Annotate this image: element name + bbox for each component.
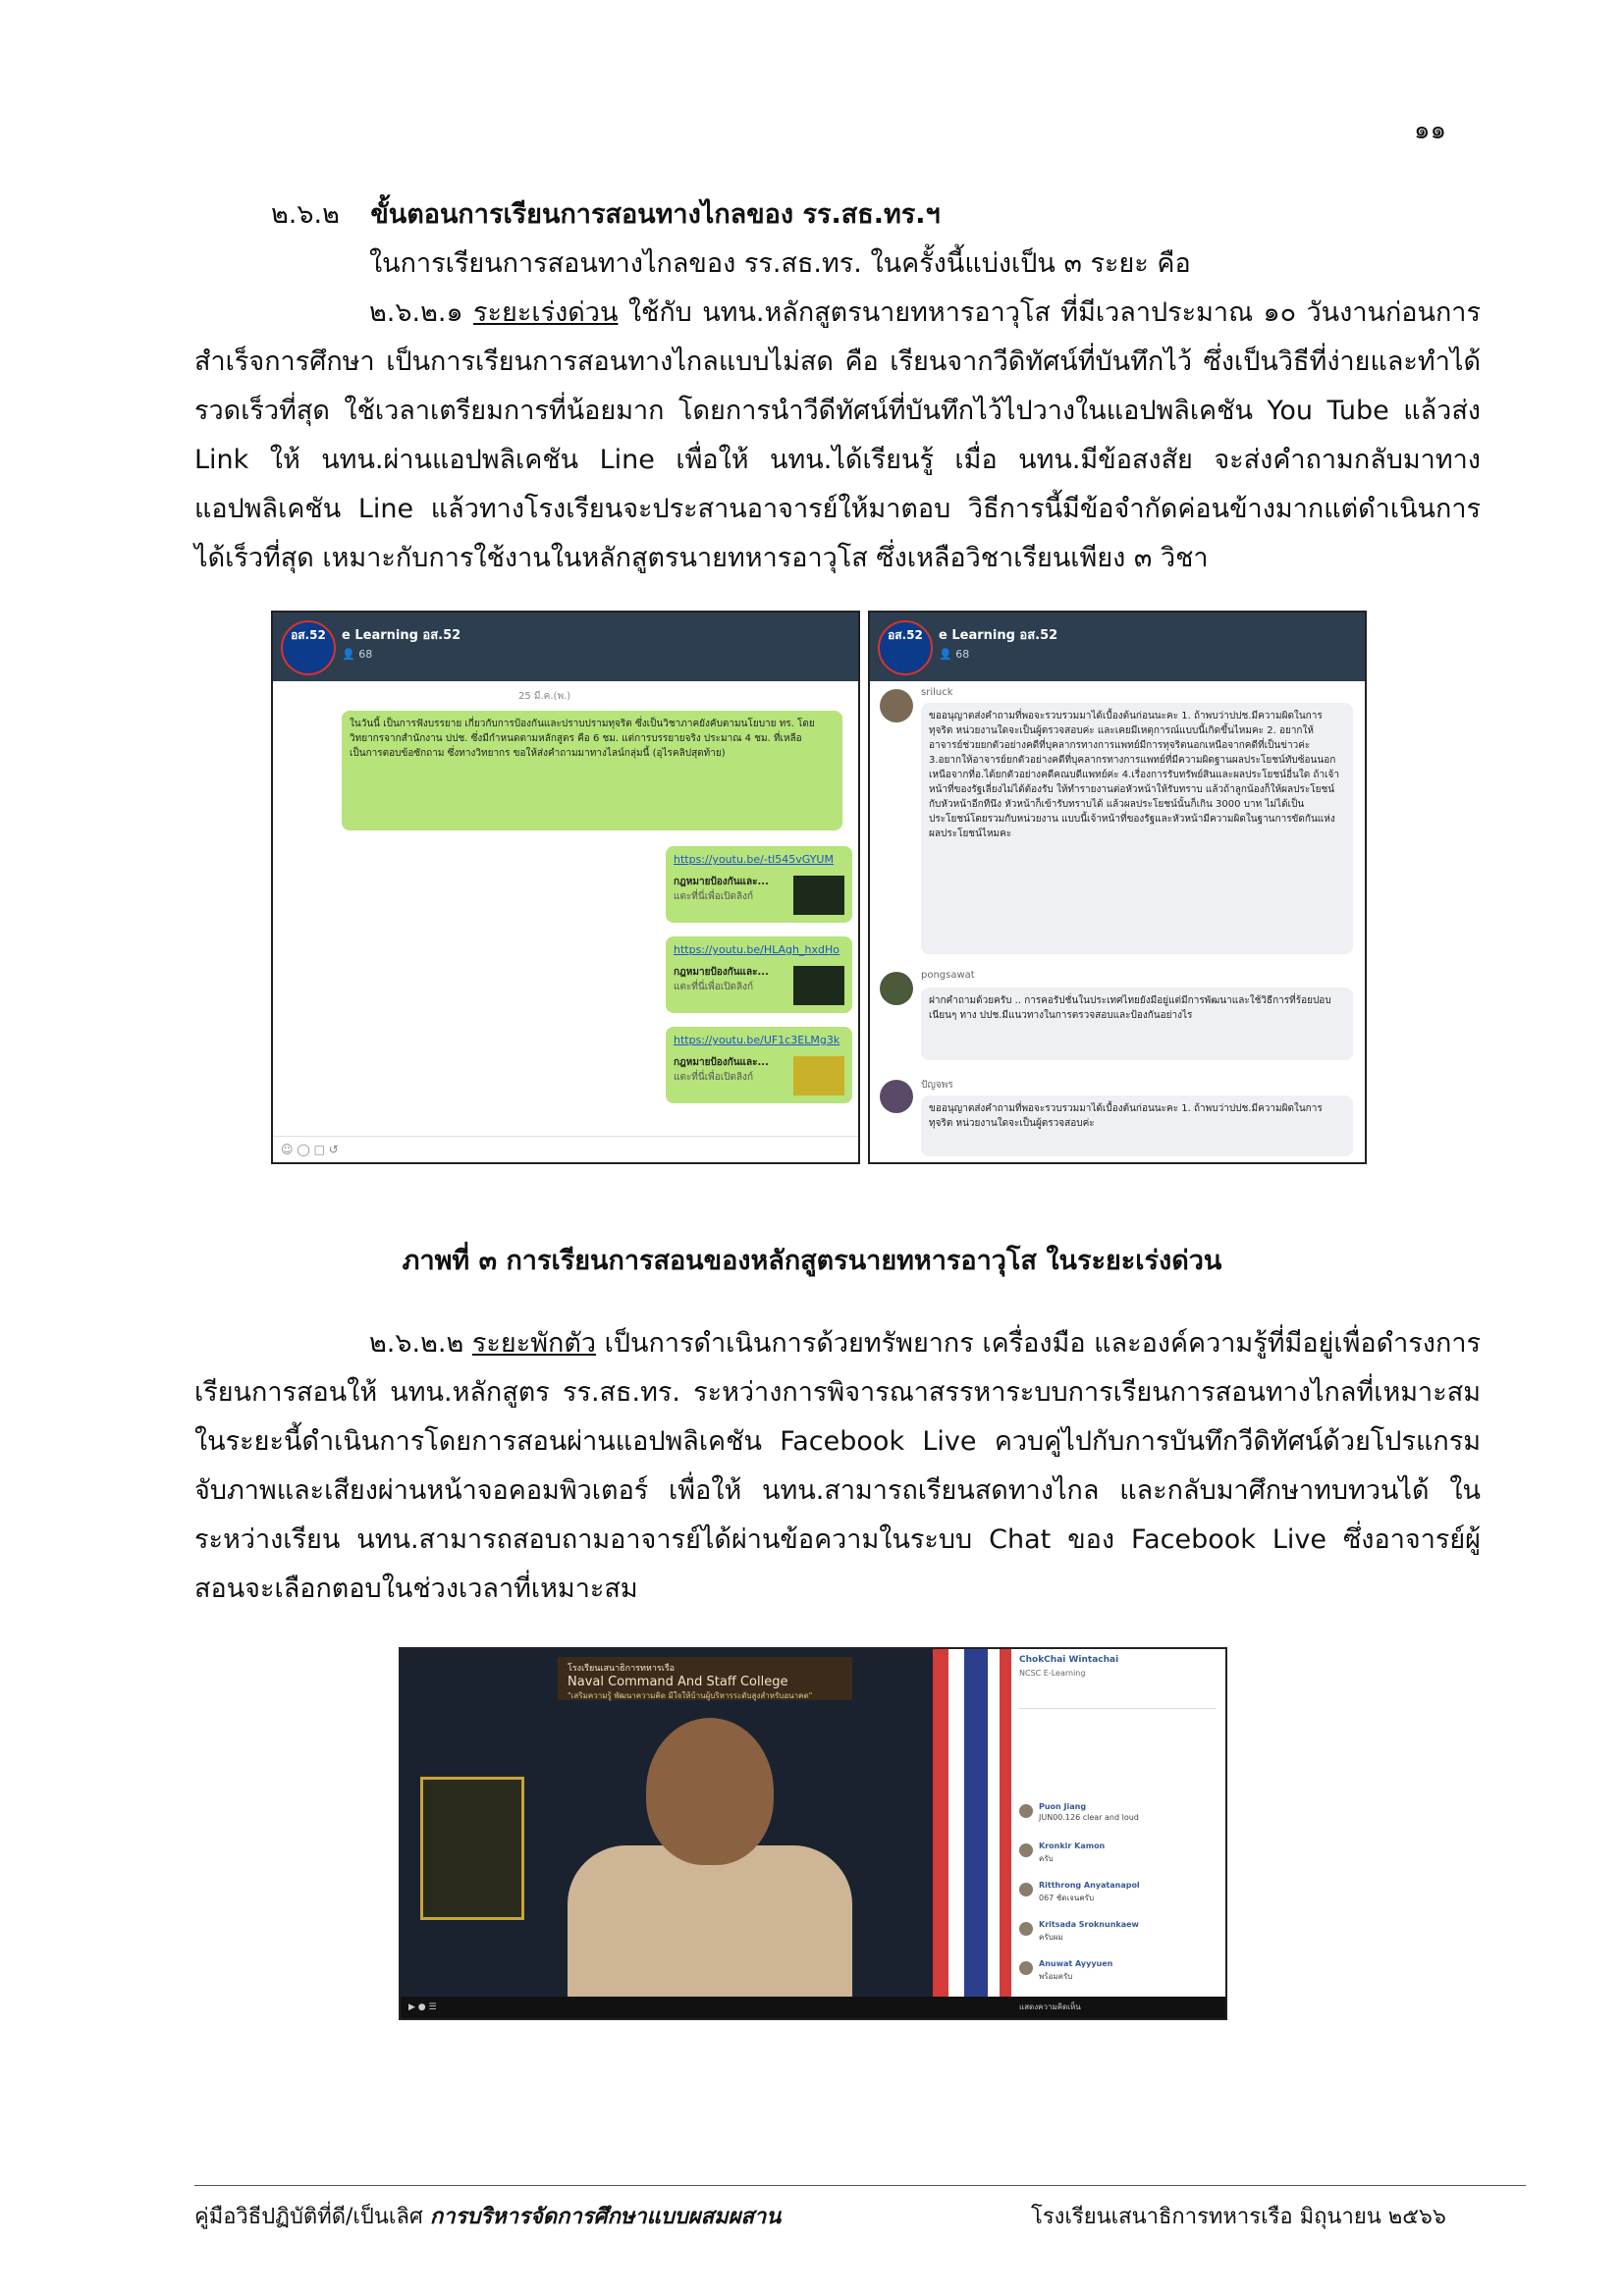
video-thumbnail	[793, 966, 844, 1005]
chat-username: pongsawat	[921, 970, 975, 981]
footer-right: โรงเรียนเสนาธิการทหารเรือ มิถุนายน ๒๕๖๖	[1031, 2205, 1446, 2229]
youtube-link[interactable]: https://youtu.be/HLAgh_hxdHo	[674, 943, 839, 956]
group-title: e Learning อส.52	[342, 628, 461, 643]
chat-date: 25 มี.ค.(พ.)	[518, 691, 571, 702]
video-thumbnail	[793, 876, 844, 915]
youtube-link[interactable]: https://youtu.be/-tl545vGYUM	[674, 853, 834, 866]
college-banner: โรงเรียนเสนาธิการทหารเรือ Naval Command And Staff College "เสริมความรู้ พัฒนาความคิด มีใจให้บ้านผู้บริหารระดับสูงสำหรับอนาคต"	[558, 1657, 852, 1700]
page-number: ๑๑	[1414, 116, 1447, 145]
youtube-link[interactable]: https://youtu.be/UF1c3ELMg3k	[674, 1034, 840, 1046]
phase2-text: เป็นการดำเนินการด้วยทรัพยากร เครื่องมือ และองค์ความรู้ที่มีอยู่เพื่อดำรงการเรียนการสอนให้ นทน.หลักสูตร รร.สธ.ทร. ระหว่างการพิจารณาสรรหาระบบการเรียนการสอนทางไกลที่เหมาะสม ในระยะนี้ดำเนินการโดยการสอนผ่านแอปพลิเคชัน Facebook Live ควบคู่ไปกับการบันทึกวีดิทัศน์ด้วยโปรแกรมจับภาพและเสียงผ่านหน้าจอคอมพิวเตอร์ เพื่อให้ นทน.สามารถเรียนสดทางไกล และกลับมาศึกษาทบทวนได้ ในระหว่างเรียน นทน.สามารถสอบถามอาจารย์ได้ผ่านข้อความในระบบ Chat ของ Facebook Live ซึ่งอาจารย์ผู้สอนจะเลือกตอบในช่วงเวลาที่เหมาะสม	[194, 1328, 1481, 1604]
line-chat-screenshot-left	[271, 611, 860, 1164]
avatar	[880, 1080, 913, 1113]
question-bubble: ขออนุญาตส่งคำถามที่พอจะรวบรวมมาได้เบื้องต้นก่อนนะคะ 1. ถ้าพบว่าปปช.มีความผิดในการทุจริต หน่วยงานใดจะเป็นผู้ตรวจสอบค่ะ	[921, 1095, 1353, 1156]
figure-caption: ภาพที่ ๓ การเรียนการสอนของหลักสูตรนายทหารอาวุโส ในระยะเร่งด่วน	[402, 1246, 1222, 1276]
video-thumbnail	[793, 1056, 844, 1095]
thai-flag	[933, 1649, 1011, 1997]
phase1-number: ๒.๖.๒.๑	[369, 297, 463, 328]
question-bubble: ฝากคำถามด้วยครับ .. การคอรัปชั่นในประเทศไทยยังมีอยู่แต่มีการพัฒนาและใช้วิธีการที่ร้อยปอบ เนียนๆ ทาง ปปช.มีแนวทางในการตรวจสอบและป้องกันอย่างไร	[921, 988, 1353, 1060]
phase1-name: ระยะเร่งด่วน	[473, 297, 619, 328]
chat-toolbar[interactable]: ☺ ◯ □ ↺	[273, 1136, 858, 1162]
facebook-comments-panel	[1011, 1649, 1225, 2018]
live-comment: Ritthrong Anyatanapol 067 ชัดเจนครับ	[1019, 1881, 1216, 1916]
youtube-link-bubble[interactable]: https://youtu.be/HLAgh_hxdHo กฎหมายป้องกันและ... แตะที่นี่เพื่อเปิดลิงก์	[666, 936, 852, 1013]
member-count: 👤 68	[342, 648, 373, 661]
section-heading	[271, 192, 941, 235]
video-controls[interactable]: ▶ ● ☰	[401, 1997, 1011, 2018]
group-logo: อส.52	[281, 620, 336, 675]
navy-emblem-icon	[420, 1777, 524, 1920]
chat-header	[870, 613, 1365, 681]
live-comment: Puon Jiang JUN00.126 clear and loud	[1019, 1802, 1216, 1838]
phase1-text: ใช้กับ นทน.หลักสูตรนายทหารอาวุโส ที่มีเวลาประมาณ ๑๐ วันงานก่อนการสำเร็จการศึกษา เป็นการเรียนการสอนทางไกลแบบไม่สด คือ เรียนจากวีดิทัศน์ที่บันทึกไว้ ซึ่งเป็นวิธีที่ง่ายและทำได้รวดเร็วที่สุด ใช้เวลาเตรียมการที่น้อยมาก โดยการนำวีดีทัศน์ที่บันทึกไว้ไปวางในแอปพลิเคชัน You Tube แล้วส่ง Link ให้ นทน.ผ่านแอปพลิเคชัน Line เพื่อให้ นทน.ได้เรียนรู้ เมื่อ นทน.มีข้อสงสัย จะส่งคำถามกลับมาทาง แอปพลิเคชัน Line แล้วทางโรงเรียนจะประสานอาจารย์ให้มาตอบ วิธีการนี้มีข้อจำกัดค่อนข้างมากแต่ดำเนินการได้เร็วที่สุด เหมาะกับการใช้งานในหลักสูตรนายทหารอาวุโส ซึ่งเหลือวิชาเรียนเพียง ๓ วิชา	[194, 297, 1481, 573]
officer-figure	[568, 1845, 852, 1997]
footer-divider	[194, 2185, 1526, 2186]
phase2-name: ระยะพักตัว	[471, 1328, 597, 1359]
group-title: e Learning อส.52	[939, 628, 1058, 643]
section-title: ขั้นตอนการเรียนการสอนทางไกลของ รร.สธ.ทร.ฯ	[370, 199, 941, 230]
chat-username: ปัญจพร	[921, 1080, 953, 1091]
footer-left: คู่มือวิธีปฏิบัติที่ดี/เป็นเลิศ การบริหารจัดการศึกษาแบบผสมผสาน	[194, 2205, 782, 2229]
officer-head	[646, 1718, 774, 1865]
group-logo: อส.52	[878, 620, 933, 675]
section-intro: ในการเรียนการสอนทางไกลของ รร.สธ.ทร. ในครั้งนี้แบ่งเป็น ๓ ระยะ คือ	[369, 248, 1191, 279]
chat-body	[870, 681, 1365, 1162]
avatar	[880, 689, 913, 722]
question-bubble: ขออนุญาตส่งคำถามที่พอจะรวบรวมมาได้เบื้องต้นก่อนนะคะ 1. ถ้าพบว่าปปช.มีความผิดในการทุจริต หน่วยงานใดจะเป็นผู้ตรวจสอบค่ะ และเคยมีเหตุการณ์แบบนี้เกิดขึ้นไหมคะ 2. อยากให้อาจารย์ช่วยยกตัวอย่างคดีที่บุคลากรทางการแพทย์มีการทุจริตนอกเหนือจากคดีที่เป็นข่าวค่ะ 3.อยากให้อาจารย์ยกตัวอย่างคดีที่บุคลากรทางการแพทย์ที่มีความผิดฐานผลประโยชน์ทับซ้อนนอกเหนือจากที่อ.ได้ยกตัวอย่างคดีคณบดีแพทย์ค่ะ 4.เรื่องการรับทรัพย์สินและผลประโยชน์อื่นใด ถ้าเจ้าหน้าที่ของรัฐเลี่ยงไม่ได้ต้องรับ ให้ทำรายงานต่อหัวหน้าให้รับทราบ แล้วถ้าลูกน้องก็ให้ผลประโยชน์กับหัวหน้าอีกทีนึง หัวหน้าก็เข้ารับทราบได้ แล้วผลประโยชน์นั้นก็เกิน 3000 บาท ไม่ได้เป็นประโยชน์โดยรวมกับหน่วยงาน แบบนี้เจ้าหน้าที่ของรัฐและหัวหน้ามีความผิดในฐานการขัดกันแห่งผลประโยชน์ไหมคะ	[921, 703, 1353, 954]
chat-header	[273, 613, 858, 681]
live-video[interactable]	[401, 1649, 1011, 1997]
live-comment: Kronkir Kamon ครับ	[1019, 1842, 1216, 1877]
facebook-live-screenshot	[399, 1647, 1227, 2020]
member-count: 👤 68	[939, 648, 970, 661]
host-name: ChokChai Wintachai	[1019, 1655, 1119, 1665]
comment-box[interactable]: แสดงความคิดเห็น	[1011, 1997, 1225, 2018]
line-chat-screenshot-right	[868, 611, 1367, 1164]
live-comment: Kritsada Sroknunkaew ครับผม	[1019, 1920, 1216, 1955]
section-number: ๒.๖.๒	[271, 199, 340, 230]
phase2-paragraph	[194, 1319, 1481, 1614]
youtube-link-bubble[interactable]: https://youtu.be/-tl545vGYUM กฎหมายป้องกันและ... แตะที่นี่เพื่อเปิดลิงก์	[666, 846, 852, 923]
announcement-bubble: ในวันนี้ เป็นการฟังบรรยาย เกี่ยวกับการป้องกันและปราบปรามทุจริต ซึ่งเป็นวิชาภาคยังคับตามนโยบาย ทร. โดยวิทยากรจากสำนักงาน ปปช. ซึ่งมีกำหนดตามหลักสูตร คือ 6 ชม. แต่การบรรยายจริง ประมาณ 4 ชม. ที่เหลือเป็นการตอบข้อซักถาม ซึ่งทางวิทยากร ขอให้ส่งคำถามมาทางไลน์กลุ่มนี้ (อุไรคลิปสุดท้าย)	[342, 711, 842, 830]
live-comment: Anuwat Ayyyuen พร้อมครับ	[1019, 1959, 1216, 1995]
host-sub: NCSC E-Learning	[1019, 1669, 1086, 1678]
avatar	[880, 972, 913, 1005]
chat-body	[273, 681, 858, 1162]
youtube-link-bubble[interactable]: https://youtu.be/UF1c3ELMg3k กฎหมายป้องกันและ... แตะที่นี่เพื่อเปิดลิงก์	[666, 1027, 852, 1103]
phase1-paragraph	[194, 289, 1481, 583]
chat-username: sriluck	[921, 687, 953, 698]
phase2-number: ๒.๖.๒.๒	[369, 1328, 464, 1359]
